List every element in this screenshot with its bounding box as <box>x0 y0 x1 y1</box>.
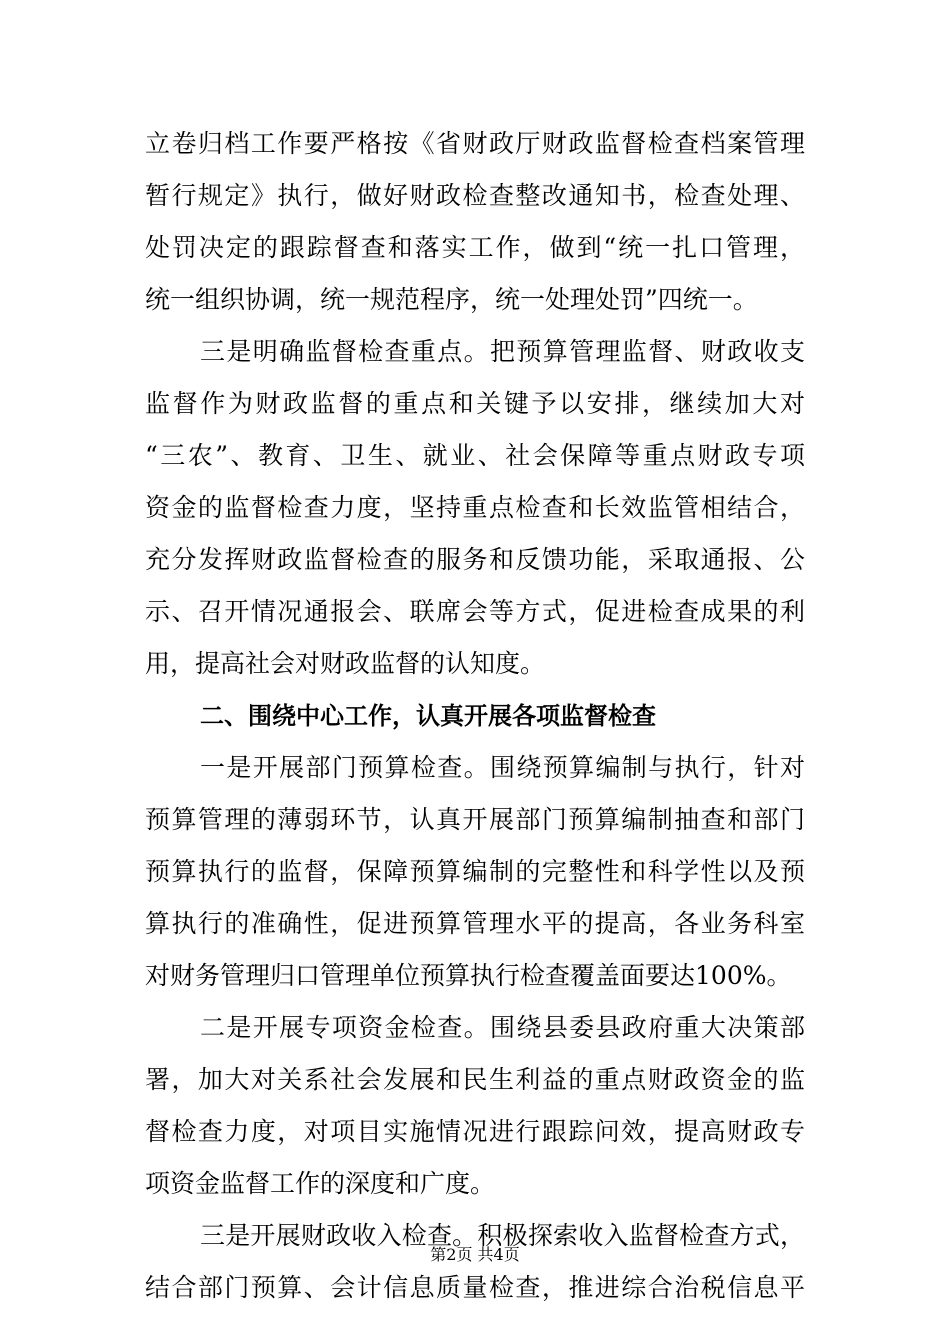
text-line: 监督作为财政监督的重点和关键予以安排，继续加大对 <box>145 389 805 418</box>
text-line: 督检查力度，对项目实施情况进行跟踪问效，提高财政专 <box>145 1117 805 1146</box>
text-line: 项资金监督工作的深度和广度。 <box>145 1169 496 1198</box>
text-line: 预算执行的监督，保障预算编制的完整性和科学性以及预 <box>145 857 805 886</box>
paragraph <box>145 742 805 1002</box>
paragraph <box>145 326 805 690</box>
document-body <box>145 118 805 1314</box>
text-line: 暂行规定》执行，做好财政检查整改通知书，检查处理、 <box>145 181 805 210</box>
text-line: 充分发挥财政监督检查的服务和反馈功能，采取通报、公 <box>145 545 805 574</box>
page-footer: 第2页 共4页 <box>430 1245 520 1264</box>
text-line: 结合部门预算、会计信息质量检查，推进综合治税信息平 <box>145 1273 805 1302</box>
text-line: 对财务管理归口管理单位预算执行检查覆盖面要达100%。 <box>145 961 792 990</box>
paragraph <box>145 1002 805 1210</box>
text-line: 统一组织协调，统一规范程序，统一处理处罚”四统一。 <box>145 285 758 314</box>
paragraph <box>145 118 805 326</box>
text-line: 三是明确监督检查重点。把预算管理监督、财政收支 <box>200 337 805 366</box>
text-line: 示、召开情况通报会、联席会等方式，促进检查成果的利 <box>145 597 805 626</box>
section-heading <box>145 690 805 742</box>
heading-text: 二、围绕中心工作，认真开展各项监督检查 <box>200 702 656 730</box>
text-line: 算执行的准确性，促进预算管理水平的提高，各业务科室 <box>145 909 805 938</box>
text-line: 预算管理的薄弱环节，认真开展部门预算编制抽查和部门 <box>145 805 805 834</box>
text-line: 立卷归档工作要严格按《省财政厅财政监督检查档案管理 <box>145 129 805 158</box>
text-line: 署，加大对关系社会发展和民生利益的重点财政资金的监 <box>145 1065 805 1094</box>
text-line: “三农”、教育、卫生、就业、社会保障等重点财政专项 <box>145 441 805 470</box>
text-line: 处罚决定的跟踪督查和落实工作，做到“统一扎口管理， <box>145 233 805 262</box>
text-line: 二是开展专项资金检查。围绕县委县政府重大决策部 <box>200 1013 805 1042</box>
text-line: 一是开展部门预算检查。围绕预算编制与执行，针对 <box>200 753 805 782</box>
text-line: 资金的监督检查力度，坚持重点检查和长效监管相结合， <box>145 493 805 522</box>
text-line: 三是开展财政收入检查。积极探索收入监督检查方式， <box>200 1221 805 1250</box>
text-line: 用，提高社会对财政监督的认知度。 <box>145 649 546 678</box>
